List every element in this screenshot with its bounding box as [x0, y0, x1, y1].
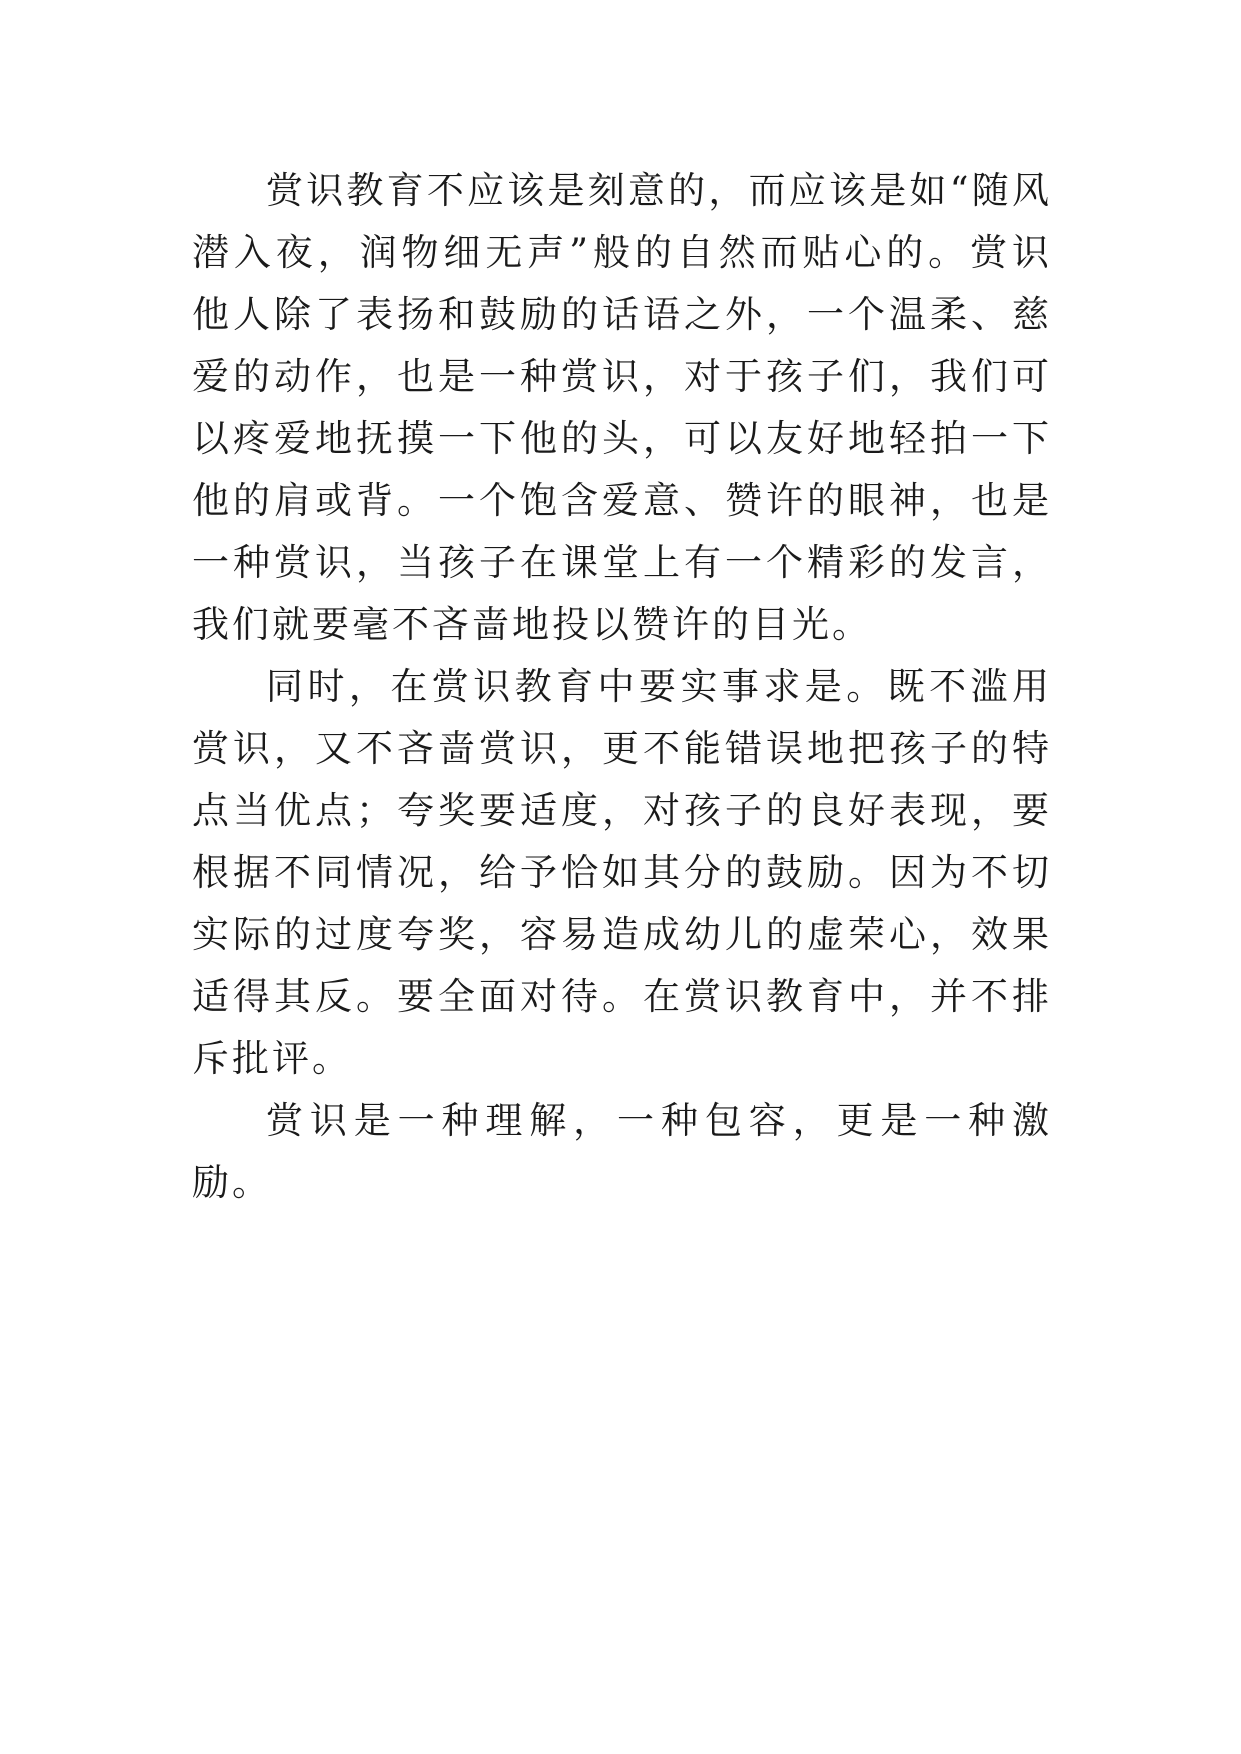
document-body: [192, 160, 1052, 1214]
paragraph-2: 同时，在赏识教育中要实事求是。既不滥用赏识，又不吝啬赏识，更不能错误地把孩子的特点当优点；夸奖要适度，对孩子的良好表现，要根据不同情况，给予恰如其分的鼓励。因为不切实际的过度夸奖，容易造成幼儿的虚荣心，效果适得其反。要全面对待。在赏识教育中，并不排斥批评。: [192, 665, 1052, 1080]
paragraph-3: 赏识是一种理解，一种包容，更是一种激励。: [192, 1099, 1052, 1204]
paragraph-1: 赏识教育不应该是刻意的，而应该是如“随风潜入夜，润物细无声”般的自然而贴心的。赏识他人除了表扬和鼓励的话语之外，一个温柔、慈爱的动作，也是一种赏识，对于孩子们，我们可以疼爱地抚摸一下他的头，可以友好地轻拍一下他的肩或背。一个饱含爱意、赞许的眼神，也是一种赏识，当孩子在课堂上有一个精彩的发言，我们就要毫不吝啬地投以赞许的目光。: [192, 169, 1052, 646]
